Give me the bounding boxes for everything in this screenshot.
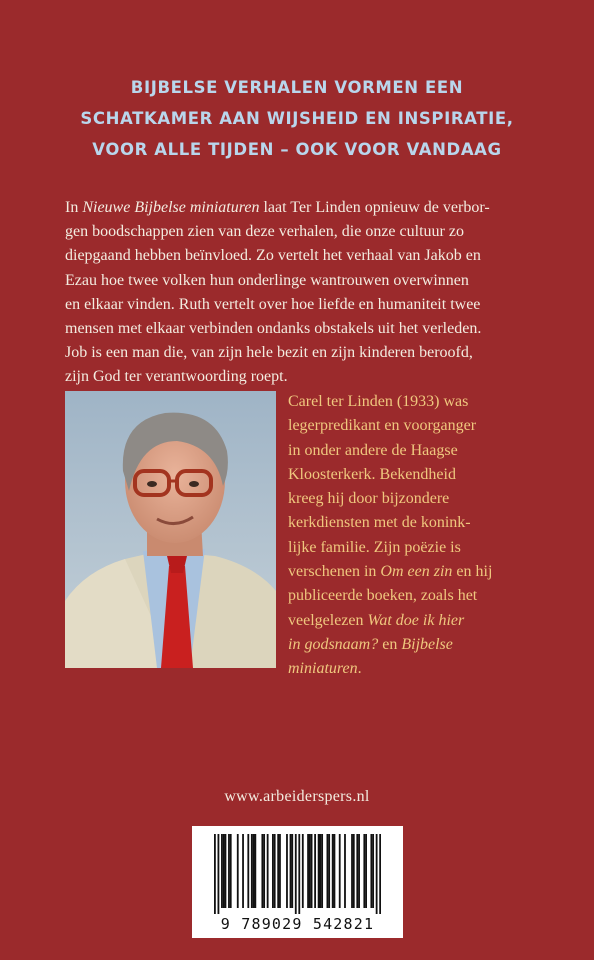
blurb-line: gen boodschappen zien van deze verhalen, die onze cultuur zo [65,223,464,241]
barcode-bar [274,834,276,908]
blurb-line: diepgaand hebben beïnvloed. Zo vertelt het verhaal van Jakob en [65,247,481,265]
book-title: in godsnaam? [288,635,379,653]
barcode-bar [334,834,336,908]
barcode-bar [253,834,255,908]
barcode-bar [339,834,341,908]
blurb-line: Job is een man die, van zijn hele bezit en zijn kinderen beroofd, [65,344,473,362]
blurb-text: In [65,199,83,216]
blurb-line: zijn God ter verantwoording roept. [65,368,288,386]
bio-text: en [378,635,402,653]
barcode-bar [298,834,300,914]
bio-line: kerkdiensten met de konink- [288,514,471,532]
bio-line: in onder andere de Haagse [288,441,458,459]
barcode-bar [370,834,372,908]
bio-line [288,609,528,633]
author-photo [65,391,276,668]
barcode-bar [311,834,313,908]
barcode-bar [365,834,367,908]
book-title: miniaturen [288,660,358,678]
bio-text: en hij [452,563,493,581]
barcode-bar [279,834,281,908]
book-title: Om een zin [380,563,453,581]
author-bio [288,390,528,682]
bio-line: publiceerde boeken, zoals het [288,587,478,605]
blurb-line: Ezau hoe twee volken hun onderlinge wantrouwen overwinnen [65,271,469,289]
bio-line: Kloosterkerk. Bekendheid [288,465,456,483]
barcode-bar [272,834,274,908]
barcode-bar [247,834,249,908]
blurb-line: en elkaar vinden. Ruth vertelt over hoe liefde en humaniteit twee [65,295,481,313]
barcode-bar [225,834,227,908]
barcode-bar [223,834,225,908]
barcode-bar [295,834,297,914]
bio-line [288,657,528,681]
bio-text: . [357,660,362,678]
bio-line: lijke familie. Zijn poëzie is [288,538,461,556]
barcode-bar [318,834,320,908]
barcode-bar [221,834,223,908]
barcode-bar [263,834,265,908]
barcode-bar [356,834,358,908]
barcode-bar [267,834,269,908]
barcode-bar [314,834,316,908]
barcode-bar [237,834,239,908]
bio-line: legerpredikant en voorganger [288,417,477,435]
barcode-bar [344,834,346,908]
isbn-barcode [192,826,403,938]
barcode-bar [251,834,253,908]
headline-line: SCHATKAMER AAN WIJSHEID EN INSPIRATIE, [80,109,514,128]
barcode-bar [242,834,244,908]
barcode-bar [332,834,334,908]
headline [0,72,594,165]
barcode-bar [379,834,381,914]
bio-line [288,633,528,657]
barcode-bar [328,834,330,908]
barcode-bar [228,834,230,908]
publisher-website[interactable]: www.arbeiderspers.nl [224,788,370,805]
book-title: Nieuwe Bijbelse miniaturen [82,199,260,216]
barcode-bar [291,834,293,908]
barcode-bar [286,834,288,908]
blurb-line [65,196,535,220]
barcode-bars [214,834,381,914]
barcode-bar [309,834,311,908]
barcode-bar [307,834,309,908]
barcode-bar [230,834,232,908]
barcode-bar [319,834,321,908]
barcode-bar [351,834,353,908]
barcode-bar [218,834,220,914]
bio-line: kreeg hij door bijzondere [288,490,450,508]
barcode-bar [327,834,329,908]
bio-text: verschenen in [288,563,381,581]
bio-line: Carel ter Linden (1933) was [288,393,469,410]
barcode-bar [302,834,304,908]
barcode-bar [290,834,292,908]
book-title: Wat doe ik hier [367,611,465,629]
barcode-bar [363,834,365,908]
barcode-bar [358,834,360,908]
headline-line: VOOR ALLE TIJDEN – OOK VOOR VANDAAG [92,140,502,159]
barcode-bar [214,834,216,914]
barcode-bar [372,834,374,908]
barcode-bar [254,834,256,908]
book-title: Bijbelse [401,635,453,653]
blurb-line: mensen met elkaar verbinden ondanks obstakels uit het verleden. [65,320,482,338]
bio-line [288,560,528,584]
barcode-bar [321,834,323,908]
isbn-number: 9 789029 542821 [220,915,375,933]
headline-line: BIJBELSE VERHALEN VORMEN EEN [130,78,464,97]
blurb-text: laat Ter Linden opnieuw de verbor- [259,199,490,216]
barcode-bar [353,834,355,908]
barcode-bar [376,834,378,914]
barcode-bar [277,834,279,908]
blurb-paragraph [65,196,535,390]
bio-text: veelgelezen [288,611,368,629]
barcode-bar [261,834,263,908]
